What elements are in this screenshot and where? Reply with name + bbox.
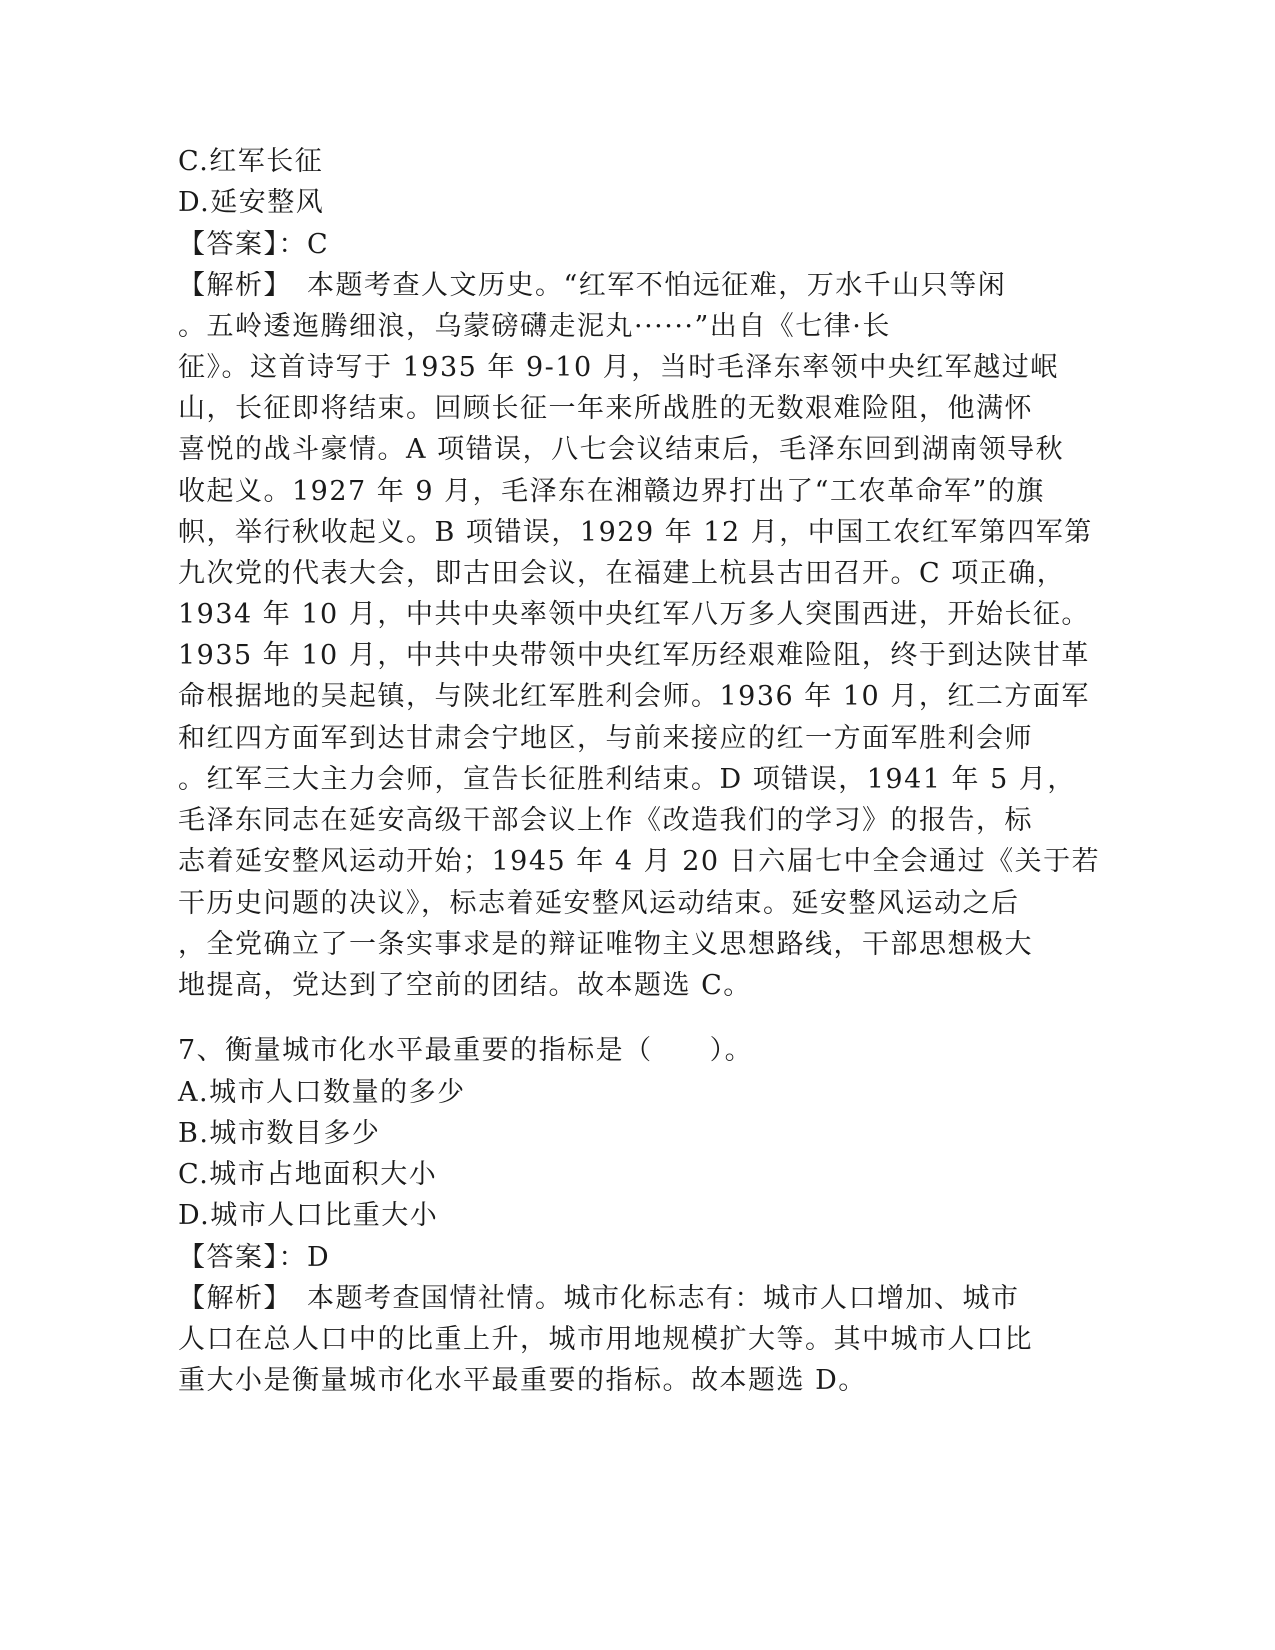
option-c: C.城市占地面积大小 [178, 1159, 438, 1190]
answer-line: 【答案】：C [178, 229, 330, 260]
analysis-line: 地提高，党达到了空前的团结。故本题选 C。 [178, 970, 752, 1001]
analysis-line: 和红四方面军到达甘肃会宁地区，与前来接应的红一方面军胜利会师 [178, 723, 1033, 754]
analysis-line: 1935 年 10 月，中共中央带领中央红军历经艰难险阻，终于到达陕甘革 [178, 640, 1090, 671]
analysis-line: 。五岭逶迤腾细浪，乌蒙磅礴走泥丸······”出自《七律·长 [178, 311, 891, 342]
analysis-line: 重大小是衡量城市化水平最重要的指标。故本题选 D。 [178, 1365, 867, 1396]
option-d: D.延安整风 [178, 187, 325, 218]
question-stem: 7、衡量城市化水平最重要的指标是（ ）。 [178, 1035, 754, 1066]
option-c: C.红军长征 [178, 146, 324, 177]
analysis-line: 征》。这首诗写于 1935 年 9-10 月，当时毛泽东率领中央红军越过岷 [178, 352, 1059, 383]
analysis-line: 人口在总人口中的比重上升，城市用地规模扩大等。其中城市人口比 [178, 1324, 1033, 1355]
analysis-line: 山，长征即将结束。回顾长征一年来所战胜的无数艰难险阻，他满怀 [178, 393, 1033, 424]
option-d: D.城市人口比重大小 [178, 1200, 439, 1231]
analysis-line: 志着延安整风运动开始；1945 年 4 月 20 日六届七中全会通过《关于若 [178, 846, 1101, 877]
analysis-line: 【解析】 本题考查国情社情。城市化标志有：城市人口增加、城市 [178, 1283, 1020, 1314]
analysis-line: 命根据地的吴起镇，与陕北红军胜利会师。1936 年 10 月，红二方面军 [178, 681, 1090, 712]
analysis-line: 帜，举行秋收起义。B 项错误，1929 年 12 月，中国工农红军第四军第 [178, 517, 1093, 548]
analysis-line: 。红军三大主力会师，宣告长征胜利结束。D 项错误，1941 年 5 月， [178, 764, 1076, 795]
analysis-line: 九次党的代表大会，即古田会议，在福建上杭县古田召开。C 项正确， [178, 558, 1066, 589]
analysis-line: 毛泽东同志在延安高级干部会议上作《改造我们的学习》的报告，标 [178, 805, 1033, 836]
option-b: B.城市数目多少 [178, 1118, 381, 1149]
analysis-line: 收起义。1927 年 9 月，毛泽东在湘赣边界打出了“工农革命军”的旗 [178, 476, 1045, 507]
option-a: A.城市人口数量的多少 [178, 1077, 466, 1108]
analysis-line: 喜悦的战斗豪情。A 项错误，八七会议结束后，毛泽东回到湖南领导秋 [178, 434, 1065, 465]
analysis-line: 干历史问题的决议》，标志着延安整风运动结束。延安整风运动之后 [178, 888, 1020, 919]
analysis-line: ，全党确立了一条实事求是的辩证唯物主义思想路线，干部思想极大 [178, 929, 1033, 960]
answer-line: 【答案】：D [178, 1242, 331, 1273]
analysis-line: 【解析】 本题考查人文历史。“红军不怕远征难，万水千山只等闲 [178, 270, 1007, 301]
analysis-line: 1934 年 10 月，中共中央率领中央红军八万多人突围西进，开始长征。 [178, 599, 1090, 630]
